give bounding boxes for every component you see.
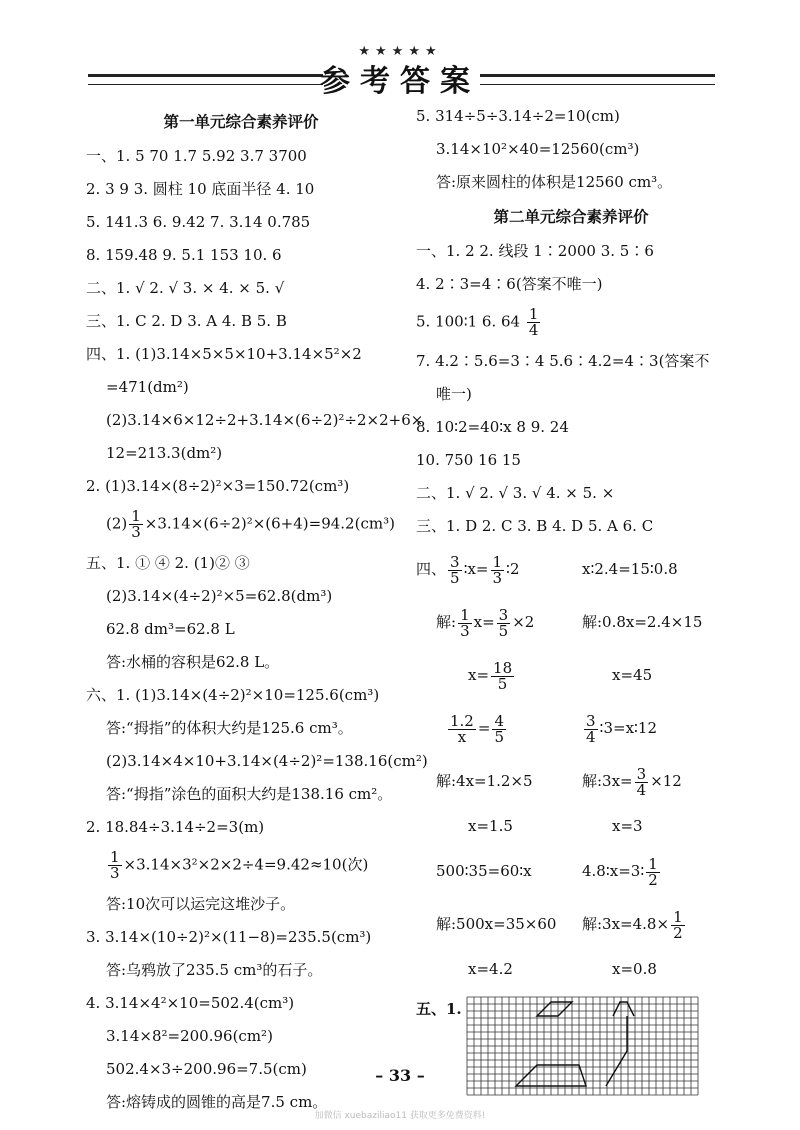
numerator: 1 <box>673 907 683 926</box>
numerator: 1 <box>131 507 141 525</box>
fraction <box>491 658 514 693</box>
fraction <box>527 307 541 338</box>
answer-line: 答:水桶的容积是62.8 L。 <box>106 653 280 671</box>
denominator: x <box>457 727 467 746</box>
unit2-title: 第二单元综合素养评价 <box>493 208 649 226</box>
denominator: 2 <box>673 923 683 942</box>
equation <box>582 708 657 748</box>
denominator: 5 <box>494 727 504 746</box>
text: ×12 <box>650 772 682 790</box>
answer-line: 10. 750 16 15 <box>416 451 521 469</box>
answer-line: 答:10次可以运完这堆沙子。 <box>106 895 296 913</box>
equation-row <box>416 602 726 642</box>
equation-row <box>416 957 726 981</box>
text: 解:3x= <box>582 772 633 790</box>
answer-line: 六、1. (1)3.14×(4÷2)²×10=125.6(cm³) <box>86 686 380 704</box>
page-number: – 33 – <box>375 1066 425 1085</box>
equation: x=45 <box>612 666 653 684</box>
equation: x=4.2 <box>468 960 513 978</box>
equation-row <box>416 761 726 801</box>
text: ×3.14×(6÷2)²×(6+4)=94.2(cm³) <box>144 514 395 533</box>
denominator: 5 <box>498 621 509 640</box>
denominator: 5 <box>450 568 460 587</box>
fraction <box>492 711 506 746</box>
equation <box>582 851 662 891</box>
text: 四、 <box>416 560 447 578</box>
answer-line: 4. 3.14×4²×10=502.4(cm³) <box>86 994 295 1012</box>
numerator: 1 <box>460 605 470 624</box>
grid-label: 五、1. <box>416 1000 462 1018</box>
fraction <box>448 552 462 587</box>
right-column <box>416 106 726 1104</box>
answer-line: 4. 2∶3=4∶6(答案不唯一) <box>416 275 603 293</box>
equation <box>582 904 687 944</box>
equation: x=0.8 <box>612 960 657 978</box>
answer-line: 5. 141.3 6. 9.42 7. 3.14 0.785 <box>86 213 311 231</box>
equation-row <box>416 708 726 748</box>
answer-line: (2)3.14×4×10+3.14×(4÷2)²=138.16(cm²) <box>106 752 428 770</box>
equation: 解:500x=35×60 <box>436 915 557 933</box>
answer-line: 2. 18.84÷3.14÷2=3(m) <box>86 818 265 836</box>
text: ∶x= <box>463 560 489 578</box>
fraction <box>646 854 660 889</box>
fraction <box>108 850 122 881</box>
answer-line: 62.8 dm³=62.8 L <box>106 620 235 638</box>
page-title: 参考答案 <box>320 64 480 99</box>
text: ×2 <box>512 613 535 631</box>
numerator: 18 <box>493 658 513 677</box>
answer-line: 2. 3 9 3. 圆柱 10 底面半径 4. 10 <box>86 180 315 198</box>
numerator: 1 <box>528 305 539 323</box>
answer-line: 3. 3.14×(10÷2)²×(11−8)=235.5(cm³) <box>86 928 372 946</box>
text: 4.8∶x=3∶ <box>582 862 645 880</box>
denominator: 4 <box>586 727 596 746</box>
answer-line: =471(dm²) <box>106 378 189 396</box>
equation <box>582 761 682 801</box>
text: ∶3=x∶12 <box>599 719 658 737</box>
header-stars: ★★★★★ <box>358 44 442 59</box>
equation <box>416 549 520 589</box>
answer-line: 一、1. 5 70 1.7 5.92 3.7 3700 <box>86 147 307 165</box>
numerator: 4 <box>494 711 504 730</box>
answer-line: 8. 159.48 9. 5.1 153 10. 6 <box>86 246 282 264</box>
numerator: 3 <box>450 552 460 571</box>
answer-line: 3.14×10²×40=12560(cm³) <box>436 140 640 158</box>
answer-line-fraction <box>86 850 396 881</box>
equation-row <box>416 851 726 891</box>
answer-line: 二、1. √ 2. √ 3. × 4. × 5. √ <box>86 279 285 297</box>
fraction <box>491 552 505 587</box>
fraction <box>448 711 476 746</box>
equation <box>446 708 508 748</box>
answer-line: 三、1. C 2. D 3. A 4. B 5. B <box>86 312 287 330</box>
drawing-grid <box>464 994 712 1104</box>
text: (2) <box>106 514 128 533</box>
numerator: 3 <box>498 605 509 624</box>
fraction <box>584 711 598 746</box>
fraction <box>635 764 649 799</box>
fraction <box>497 605 511 640</box>
answer-line: (2)3.14×(4÷2)²×5=62.8(dm³) <box>106 587 333 605</box>
answer-line: 唯一) <box>436 385 472 403</box>
denominator: 2 <box>648 870 658 889</box>
fraction <box>458 605 472 640</box>
answer-line: 3.14×8²=200.96(cm²) <box>106 1027 273 1045</box>
unit1-title: 第一单元综合素养评价 <box>163 113 319 131</box>
text: 解: <box>436 613 457 631</box>
text: x= <box>473 613 495 631</box>
denominator: 3 <box>492 568 503 587</box>
answer-line: 一、1. 2 2. 线段 1∶2000 3. 5∶6 <box>416 242 654 260</box>
answer-line: 2. (1)3.14×(8÷2)²×3=150.72(cm³) <box>86 477 350 495</box>
text: ∶2 <box>506 560 520 578</box>
answer-line: 答:“拇指”涂色的面积大约是138.16 cm²。 <box>106 785 393 803</box>
answer-line: 答:“拇指”的体积大约是125.6 cm³。 <box>106 719 353 737</box>
answer-line: 7. 4.2∶5.6=3∶4 5.6∶4.2=4∶3(答案不 <box>416 352 710 370</box>
equation: 500∶35=60∶x <box>436 862 532 880</box>
answer-line: 三、1. D 2. C 3. B 4. D 5. A 6. C <box>416 517 654 535</box>
denominator: 3 <box>131 523 141 541</box>
grid-answer <box>416 994 726 1104</box>
equation-row <box>416 904 726 944</box>
watermark: 加微信 xuebaziliao11 获取更多免费资料! <box>314 1111 486 1121</box>
answer-line-fraction <box>86 509 396 540</box>
equation: x=3 <box>612 817 643 835</box>
fraction <box>129 509 143 540</box>
answer-line: 5. 314÷5÷3.14÷2=10(cm) <box>416 107 620 125</box>
numerator: 1 <box>492 552 503 571</box>
answer-line: (2)3.14×6×12÷2+3.14×(6÷2)²÷2×2+6× <box>106 411 424 429</box>
denominator: 5 <box>497 674 508 693</box>
denominator: 3 <box>460 621 470 640</box>
equation-row <box>416 549 726 589</box>
equation <box>436 602 534 642</box>
equation: 解:0.8x=2.4×15 <box>582 613 703 631</box>
numerator: 1 <box>110 848 120 866</box>
text: x= <box>468 666 490 684</box>
text: = <box>477 719 491 737</box>
answer-line: 答:乌鸦放了235.5 cm³的石子。 <box>106 961 323 979</box>
text: 解:3x=4.8× <box>582 915 670 933</box>
page-header <box>0 40 800 110</box>
fraction <box>671 907 685 942</box>
equation: x=1.5 <box>468 817 513 835</box>
equation-row <box>416 814 726 838</box>
numerator: 1.2 <box>450 711 474 730</box>
answer-line: 四、1. (1)3.14×5×5×10+3.14×5²×2 <box>86 345 362 363</box>
equation-row <box>416 655 726 695</box>
numerator: 1 <box>648 854 658 873</box>
denominator: 4 <box>636 780 647 799</box>
answer-line: 8. 10∶2=40∶x 8 9. 24 <box>416 418 569 436</box>
answer-line: 答:原来圆柱的体积是12560 cm³。 <box>436 173 673 191</box>
text: 5. 100∶1 6. 64 <box>416 312 521 331</box>
answer-line: 答:熔铸成的圆锥的高是7.5 cm。 <box>106 1093 328 1111</box>
answer-line: 二、1. √ 2. √ 3. √ 4. × 5. × <box>416 484 615 502</box>
header-rule-right <box>480 74 715 85</box>
answer-line: 五、1. ① ④ 2. (1)② ③ <box>86 554 250 572</box>
answer-line: 502.4×3÷200.96=7.5(cm) <box>106 1060 307 1078</box>
answer-line-fraction <box>416 307 726 338</box>
denominator: 4 <box>528 321 539 339</box>
numerator: 3 <box>636 764 647 783</box>
equation: x∶2.4=15∶0.8 <box>582 560 678 578</box>
numerator: 3 <box>586 711 596 730</box>
denominator: 3 <box>110 864 120 882</box>
equation: 解:4x=1.2×5 <box>436 772 533 790</box>
answer-line: 12=213.3(dm²) <box>106 444 223 462</box>
equation <box>468 655 516 695</box>
text: ×3.14×3²×2×2÷4=9.42≈10(次) <box>123 855 369 874</box>
